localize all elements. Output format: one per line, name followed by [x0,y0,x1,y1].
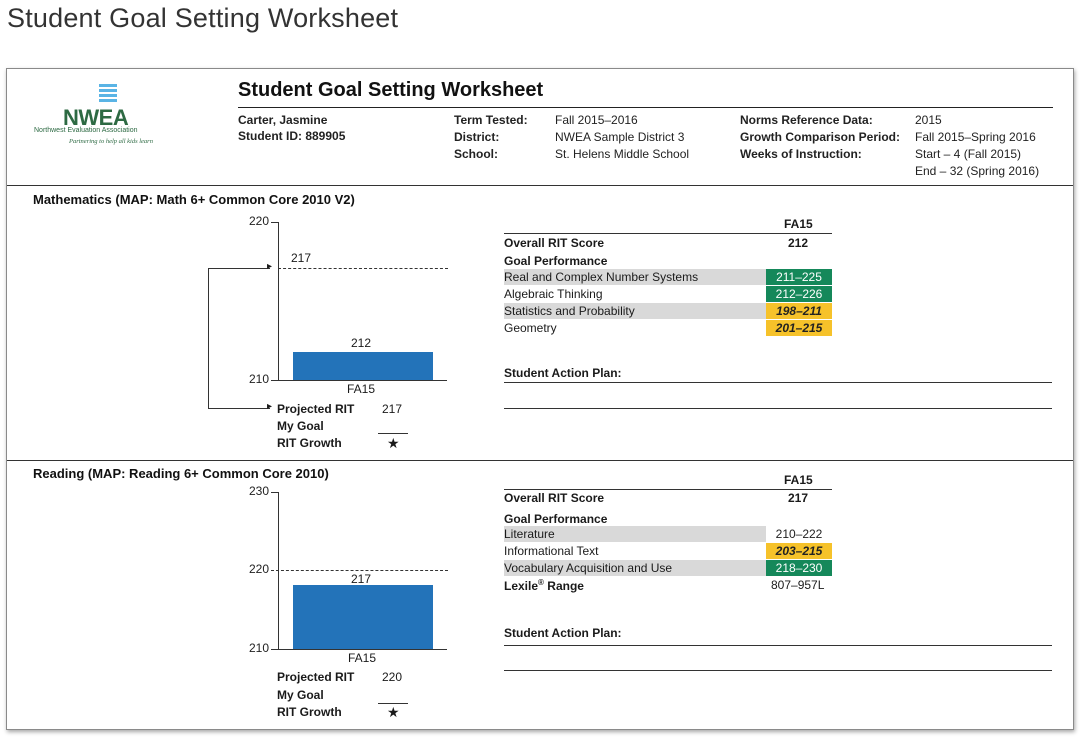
worksheet-title: Student Goal Setting Worksheet [238,79,544,101]
math-action-plan-line-1[interactable] [504,382,1052,383]
district-value: NWEA Sample District 3 [555,130,685,144]
reading-goal-performance-label: Goal Performance [504,512,608,526]
math-term-header: FA15 [784,217,813,231]
reading-my-goal-label: My Goal [277,688,324,702]
district-label: District: [454,130,500,144]
math-projected-line-label: 217 [291,251,312,265]
logo-bar-2 [99,89,117,92]
math-star-icon: ★ [387,435,400,451]
reading-goal-range: 218–230 [766,560,832,576]
math-rit-growth-label: RIT Growth [277,436,342,450]
math-my-goal-line [378,433,408,434]
math-overall-value: 212 [788,236,809,250]
reading-goal-range: 210–222 [775,527,823,541]
reading-goal-name: Literature [504,527,555,541]
logo-bar-3 [99,94,117,97]
lexile-label [504,578,584,593]
reading-overall-value: 217 [788,491,809,505]
reading-goal-name: Vocabulary Acquisition and Use [504,561,673,575]
reading-rit-growth-label: RIT Growth [277,705,342,719]
term-tested-label: Term Tested: [454,113,528,127]
math-overall-label: Overall RIT Score [504,236,605,250]
term-tested-value: Fall 2015–2016 [555,113,638,127]
reading-goal-range: 203–215 [766,543,832,559]
reading-axis-bottom: 210 [248,641,269,655]
math-bar [293,352,433,380]
lexile-value: 807–957L [771,578,825,592]
math-section-rule [7,185,1073,186]
math-table-rule [504,233,832,234]
math-action-plan-line-2[interactable] [504,408,1052,409]
math-bracket-bottom [208,408,270,409]
weeks-start: Start – 4 (Fall 2015) [915,147,1022,161]
math-goal-name: Real and Complex Number Systems [504,270,699,284]
reading-projected-rit-label: Projected RIT [277,670,355,684]
math-projected-rit-value: 217 [382,402,403,416]
reading-star-icon: ★ [387,704,400,720]
math-goal-range: 198–211 [766,303,832,319]
page-title: Student Goal Setting Worksheet [7,3,399,33]
reading-action-plan-label: Student Action Plan: [504,626,622,640]
reading-section-title: Reading (MAP: Reading 6+ Common Core 2010) [33,466,329,481]
reading-goal-name: Informational Text [504,544,599,558]
logo-bar-1 [99,84,117,87]
math-goal-range: 212–226 [766,286,832,302]
math-axis-bottom: 210 [248,372,269,386]
logo-name: NWEA [63,105,129,130]
reading-section-rule [7,460,1073,461]
reading-axis-top: 230 [248,484,269,498]
reading-table-rule [504,489,832,490]
logo-bar-4 [99,99,117,102]
reading-overall-label: Overall RIT Score [504,491,605,505]
reading-axis-mid: 220 [248,562,269,576]
math-goal-range: 211–225 [766,269,832,285]
worksheet [6,68,1074,730]
student-name: Carter, Jasmine [238,113,328,127]
math-bar-category: FA15 [347,382,376,396]
title-rule [238,107,1053,108]
math-section-title: Mathematics (MAP: Math 6+ Common Core 2010 V2) [33,192,355,207]
lexile-word: Lexile [504,579,539,593]
norms-value: 2015 [915,113,942,127]
math-bracket-vertical [208,268,209,408]
logo-tagline: Partnering to help all kids learn [69,138,153,145]
weeks-label: Weeks of Instruction: [740,147,862,161]
math-goal-name: Statistics and Probability [504,304,635,318]
norms-label: Norms Reference Data: [740,113,873,127]
math-y-axis [278,222,279,380]
school-label: School: [454,147,498,161]
reading-x-axis [271,649,447,650]
student-id: Student ID: 889905 [238,129,346,143]
math-my-goal-label: My Goal [277,419,324,433]
math-goal-performance-label: Goal Performance [504,254,608,268]
math-goal-name: Geometry [504,321,557,335]
weeks-end: End – 32 (Spring 2016) [915,164,1040,178]
math-goal-range: 201–215 [766,320,832,336]
reading-bar-value: 217 [351,572,372,586]
reading-bar-category: FA15 [348,651,377,665]
reading-projected-line [271,570,448,571]
growth-period-label: Growth Comparison Period: [740,130,901,144]
reading-bar [293,585,433,649]
school-value: St. Helens Middle School [555,147,690,161]
lexile-registered-mark: ® [538,578,544,587]
math-projected-line [278,268,448,269]
growth-period-value: Fall 2015–Spring 2016 [915,130,1036,144]
math-action-plan-label: Student Action Plan: [504,366,622,380]
math-x-axis [271,380,447,381]
math-bar-value: 212 [351,336,372,350]
math-arrow-bottom-icon: ▸ [267,401,273,412]
lexile-suffix: Range [543,579,584,593]
math-bracket-top [208,268,270,269]
reading-projected-rit-value: 220 [382,670,403,684]
logo-subtitle: Northwest Evaluation Association [34,127,138,134]
math-arrow-top-icon: ▸ [267,261,273,272]
reading-action-plan-line-1[interactable] [504,645,1052,646]
reading-action-plan-line-2[interactable] [504,670,1052,671]
math-projected-rit-label: Projected RIT [277,402,355,416]
math-goal-name: Algebraic Thinking [504,287,603,301]
math-axis-top: 220 [248,214,269,228]
reading-term-header: FA15 [784,473,813,487]
